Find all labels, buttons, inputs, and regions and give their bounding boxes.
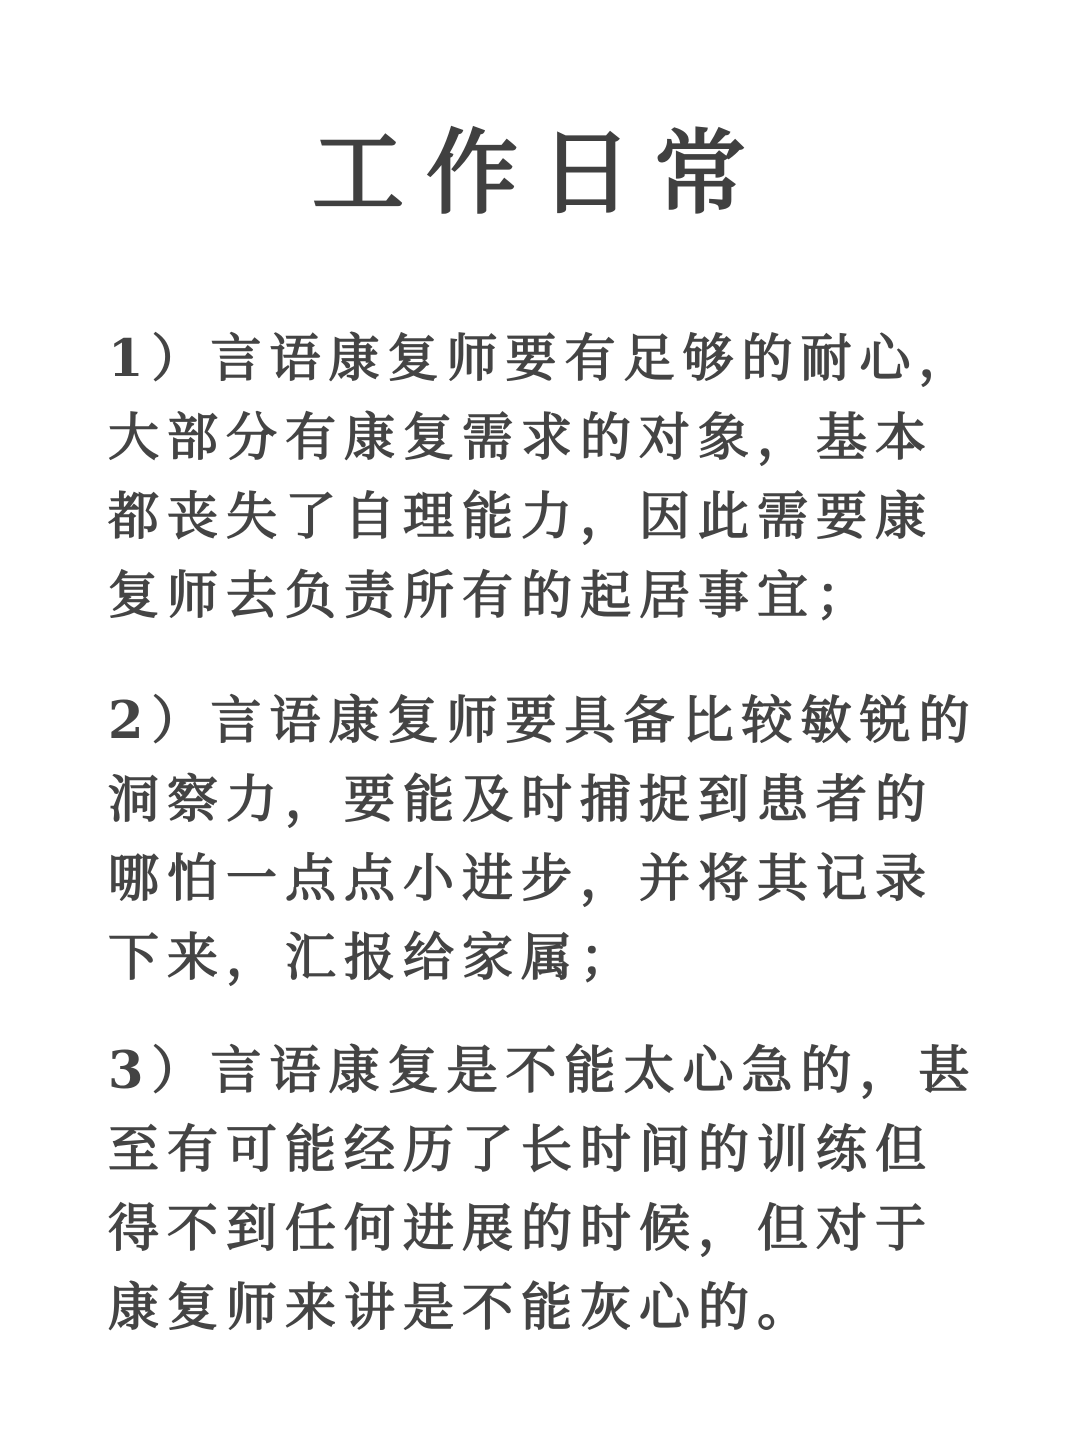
paragraph-line: 康复师来讲是不能灰心的。 — [108, 1278, 817, 1338]
paragraph-2 — [108, 682, 978, 998]
paragraph-line: 洞察力，要能及时捕捉到患者的 — [108, 770, 935, 830]
paragraph-line: 大部分有康复需求的对象，基本 — [108, 408, 935, 468]
paragraph-line: 2）言语康复师要具备比较敏锐的 — [108, 691, 978, 751]
paragraph-line: 至有可能经历了长时间的训练但 — [108, 1120, 935, 1180]
paragraph-line: 哪怕一点点小进步，并将其记录 — [108, 849, 935, 909]
paragraph-line: 都丧失了自理能力，因此需要康 — [108, 487, 935, 547]
paragraph-line: 复师去负责所有的起居事宜； — [108, 566, 876, 626]
page-title: 工作日常 — [311, 119, 768, 227]
paragraph-line: 1）言语康复师要有足够的耐心， — [108, 329, 978, 389]
paragraph-1 — [108, 320, 978, 636]
paragraph-line: 下来，汇报给家属； — [108, 928, 640, 988]
paragraph-3 — [108, 1032, 978, 1348]
paragraph-line: 得不到任何进展的时候，但对于 — [108, 1199, 935, 1259]
paragraph-line: 3）言语康复是不能太心急的，甚 — [108, 1041, 978, 1101]
